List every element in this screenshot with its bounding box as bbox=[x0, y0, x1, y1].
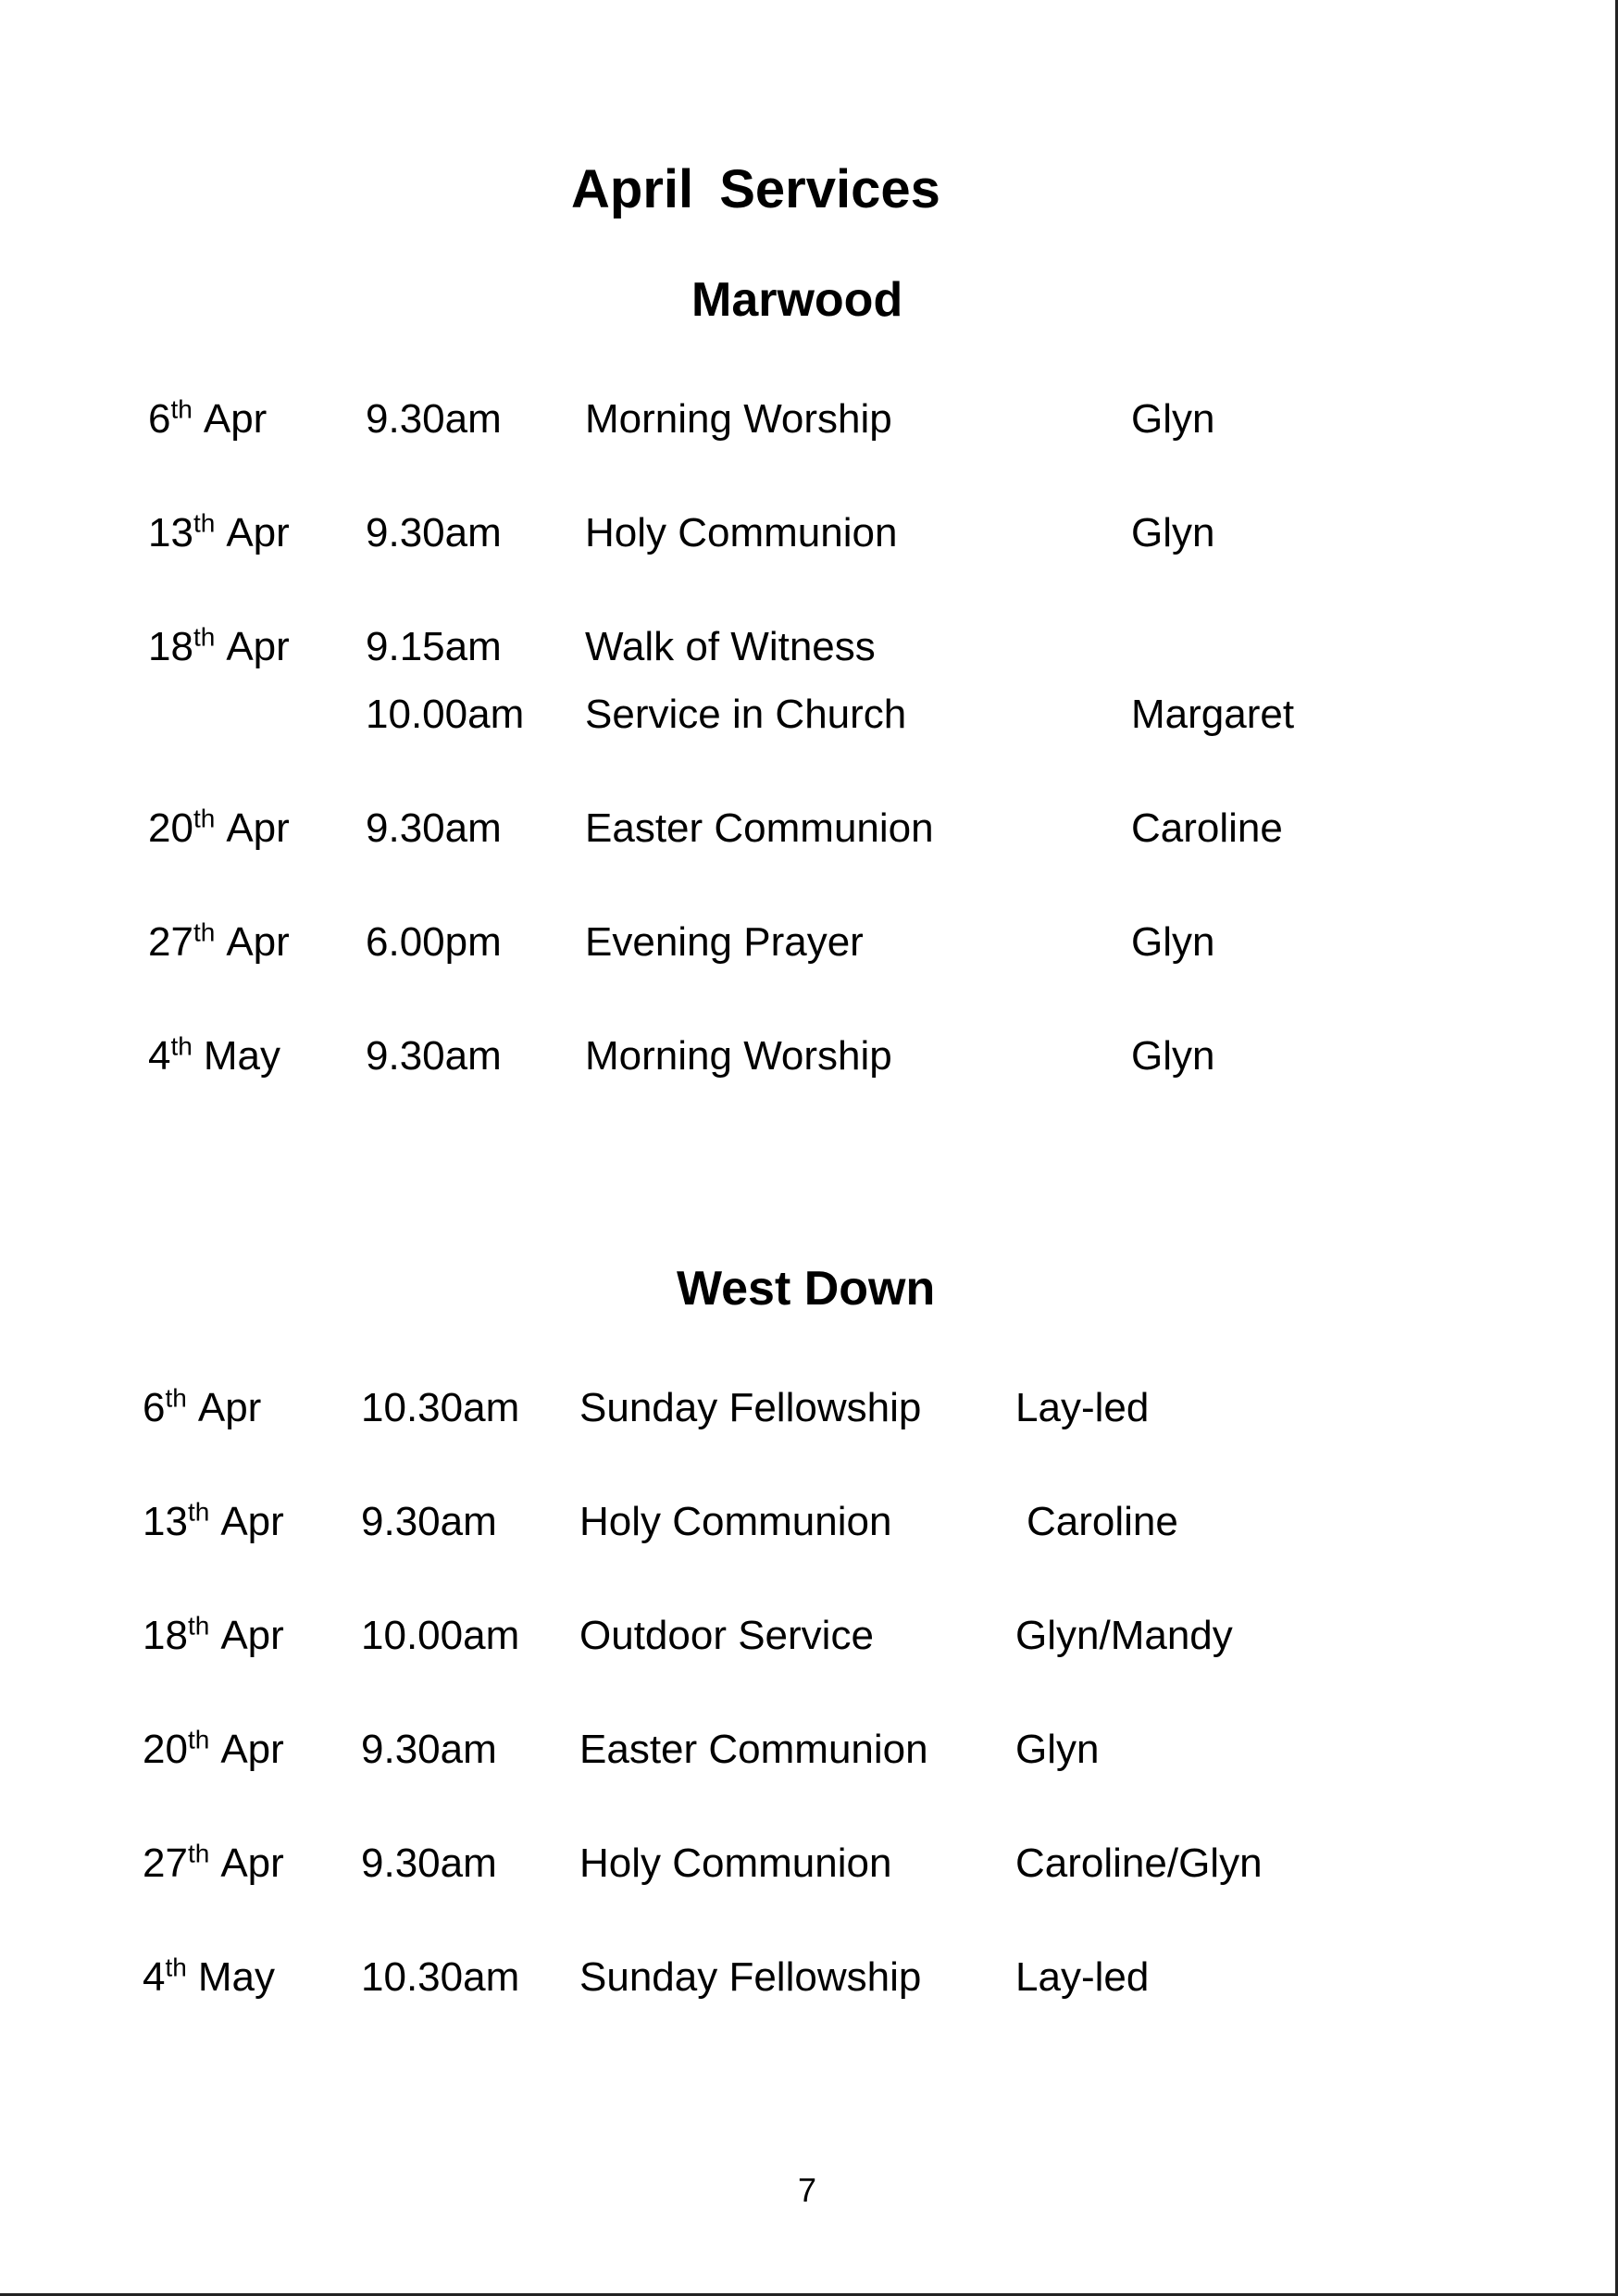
service-leader: Caroline bbox=[1027, 1499, 1178, 1544]
date-ordinal: th bbox=[193, 508, 216, 538]
service-name: Holy Communion bbox=[579, 1841, 892, 1886]
date-month: Apr bbox=[226, 919, 290, 965]
date-month: Apr bbox=[203, 396, 268, 442]
schedule-row bbox=[0, 1836, 1618, 1891]
service-time: 10.00am bbox=[361, 1613, 520, 1658]
service-time: 6.00pm bbox=[366, 919, 502, 965]
service-date bbox=[148, 687, 159, 742]
date-ordinal: th bbox=[193, 804, 216, 833]
date-month: Apr bbox=[226, 510, 290, 555]
date-ordinal: th bbox=[193, 622, 216, 652]
service-date bbox=[148, 915, 290, 970]
date-ordinal: th bbox=[165, 1953, 187, 1982]
service-leader: Caroline bbox=[1131, 805, 1283, 851]
date-month: Apr bbox=[197, 1385, 262, 1430]
date-day: 27 bbox=[143, 1841, 188, 1886]
date-day: 6 bbox=[143, 1385, 166, 1430]
date-day: 13 bbox=[143, 1499, 188, 1544]
service-name: Holy Communion bbox=[579, 1499, 892, 1544]
date-day: 4 bbox=[143, 1954, 166, 2000]
service-date bbox=[143, 1722, 284, 1778]
service-time: 9.30am bbox=[366, 805, 502, 851]
date-day: 6 bbox=[148, 396, 171, 442]
schedule-row bbox=[0, 801, 1618, 856]
date-month: Apr bbox=[226, 624, 290, 669]
service-leader: Lay-led bbox=[1015, 1385, 1150, 1430]
date-day: 13 bbox=[148, 510, 193, 555]
service-time: 9.15am bbox=[366, 624, 502, 669]
date-day: 18 bbox=[148, 624, 193, 669]
service-time: 9.30am bbox=[366, 510, 502, 555]
service-date bbox=[143, 1836, 284, 1891]
service-date bbox=[143, 1494, 284, 1550]
service-time: 9.30am bbox=[366, 396, 502, 442]
service-name: Morning Worship bbox=[585, 396, 892, 442]
service-date bbox=[143, 1608, 284, 1664]
service-time: 9.30am bbox=[361, 1727, 497, 1772]
service-leader: Glyn bbox=[1015, 1727, 1100, 1772]
schedule-row bbox=[0, 915, 1618, 970]
date-day: 20 bbox=[143, 1727, 188, 1772]
date-month: Apr bbox=[220, 1727, 284, 1772]
service-name: Easter Communion bbox=[585, 805, 934, 851]
service-time: 9.30am bbox=[361, 1499, 497, 1544]
service-date bbox=[148, 505, 290, 561]
date-month: May bbox=[203, 1033, 280, 1079]
service-time: 10.30am bbox=[361, 1954, 520, 2000]
service-date bbox=[148, 619, 290, 675]
service-name: Holy Communion bbox=[585, 510, 898, 555]
service-name: Sunday Fellowship bbox=[579, 1385, 922, 1430]
service-time: 9.30am bbox=[361, 1841, 497, 1886]
date-day: 4 bbox=[148, 1033, 171, 1079]
schedule-row bbox=[0, 1380, 1618, 1436]
date-ordinal: th bbox=[193, 917, 216, 947]
service-leader: Margaret bbox=[1131, 692, 1295, 737]
schedule-row bbox=[0, 619, 1618, 675]
date-month: Apr bbox=[220, 1499, 284, 1544]
date-ordinal: th bbox=[187, 1725, 210, 1754]
date-month: Apr bbox=[226, 805, 290, 851]
service-leader: Glyn bbox=[1131, 1033, 1215, 1079]
page-number: 7 bbox=[798, 2171, 817, 2209]
service-date bbox=[148, 392, 267, 447]
page-title: April Services bbox=[571, 159, 940, 219]
date-ordinal: th bbox=[165, 1383, 187, 1413]
schedule-row bbox=[0, 1722, 1618, 1778]
service-name: Easter Communion bbox=[579, 1727, 928, 1772]
date-ordinal: th bbox=[187, 1839, 210, 1868]
date-ordinal: th bbox=[170, 1031, 193, 1061]
service-leader: Glyn bbox=[1131, 396, 1215, 442]
service-name: Morning Worship bbox=[585, 1033, 892, 1079]
schedule-row bbox=[0, 392, 1618, 447]
service-date bbox=[143, 1380, 261, 1436]
section-heading-marwood: Marwood bbox=[691, 273, 903, 327]
schedule-row bbox=[0, 1029, 1618, 1084]
service-name: Evening Prayer bbox=[585, 919, 864, 965]
service-name: Sunday Fellowship bbox=[579, 1954, 922, 2000]
date-ordinal: th bbox=[170, 394, 193, 424]
service-date bbox=[148, 1029, 280, 1084]
schedule-row bbox=[0, 505, 1618, 561]
service-time: 10.30am bbox=[361, 1385, 520, 1430]
date-month: May bbox=[197, 1954, 275, 2000]
schedule-row bbox=[0, 687, 1618, 742]
date-month: Apr bbox=[220, 1841, 284, 1886]
date-ordinal: th bbox=[187, 1611, 210, 1641]
service-name: Walk of Witness bbox=[585, 624, 876, 669]
date-day: 18 bbox=[143, 1613, 188, 1658]
service-name: Outdoor Service bbox=[579, 1613, 874, 1658]
service-leader: Lay-led bbox=[1015, 1954, 1150, 2000]
service-name: Service in Church bbox=[585, 692, 907, 737]
date-day: 20 bbox=[148, 805, 193, 851]
service-date bbox=[148, 801, 290, 856]
schedule-row bbox=[0, 1494, 1618, 1550]
service-leader: Glyn bbox=[1131, 919, 1215, 965]
date-ordinal: th bbox=[187, 1497, 210, 1527]
service-leader: Caroline/Glyn bbox=[1015, 1841, 1263, 1886]
date-day: 27 bbox=[148, 919, 193, 965]
schedule-row bbox=[0, 1950, 1618, 2005]
schedule-row bbox=[0, 1608, 1618, 1664]
service-time: 9.30am bbox=[366, 1033, 502, 1079]
service-leader: Glyn/Mandy bbox=[1015, 1613, 1233, 1658]
section-heading-west-down: West Down bbox=[677, 1262, 936, 1316]
service-leader: Glyn bbox=[1131, 510, 1215, 555]
service-date bbox=[143, 1950, 275, 2005]
service-time: 10.00am bbox=[366, 692, 525, 737]
date-month: Apr bbox=[220, 1613, 284, 1658]
